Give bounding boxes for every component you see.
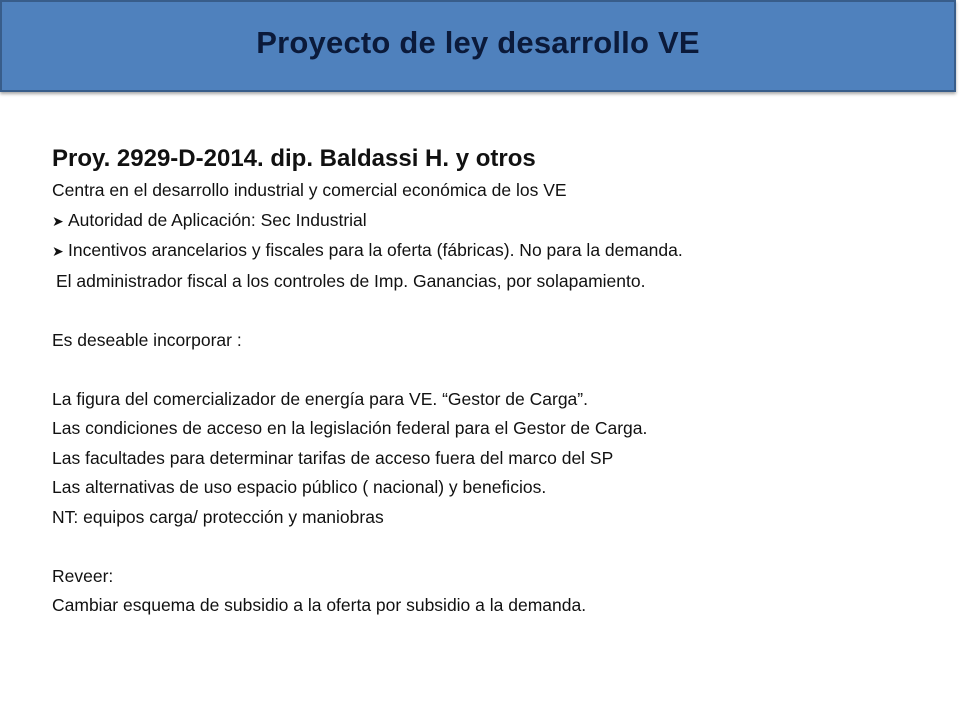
arrow-bullet-icon: ➤ [52, 243, 64, 259]
intro-text: Centra en el desarrollo industrial y comercial económica de los VE [52, 180, 567, 200]
desirable-item: Las condiciones de acceso en la legislación federal para el Gestor de Carga. [52, 418, 648, 438]
page-title: Proyecto de ley desarrollo VE [256, 25, 700, 60]
bullet-text: Incentivos arancelarios y fiscales para la oferta (fábricas). No para la demanda. [68, 240, 683, 260]
note-text: El administrador fiscal a los controles de Imp. Ganancias, por solapamiento. [56, 270, 646, 291]
desirable-item: Las facultades para determinar tarifas de acceso fuera del marco del SP [52, 447, 614, 468]
slide-content [52, 142, 932, 621]
bullet-text: Autoridad de Aplicación: Sec Industrial [68, 209, 367, 230]
title-bar [0, 0, 956, 92]
review-item: Cambiar esquema de subsidio a la oferta por subsidio a la demanda. [52, 595, 587, 615]
desirable-item: Las alternativas de uso espacio público ( nacional) y beneficios. [52, 477, 547, 497]
bullet-item [52, 206, 932, 237]
bullet-item [52, 236, 932, 267]
spacer [52, 532, 932, 562]
desirable-label: Es deseable incorporar : [52, 329, 242, 350]
spacer [52, 355, 932, 385]
arrow-bullet-icon: ➤ [52, 212, 64, 229]
review-label: Reveer: [52, 565, 114, 586]
spacer [52, 296, 932, 326]
desirable-item: NT: equipos carga/ protección y maniobras [52, 506, 384, 527]
desirable-item: La figura del comercializador de energía para VE. “Gestor de Carga”. [52, 388, 588, 409]
bill-heading: Proy. 2929-D-2014. dip. Baldassi H. y otros [52, 145, 536, 172]
